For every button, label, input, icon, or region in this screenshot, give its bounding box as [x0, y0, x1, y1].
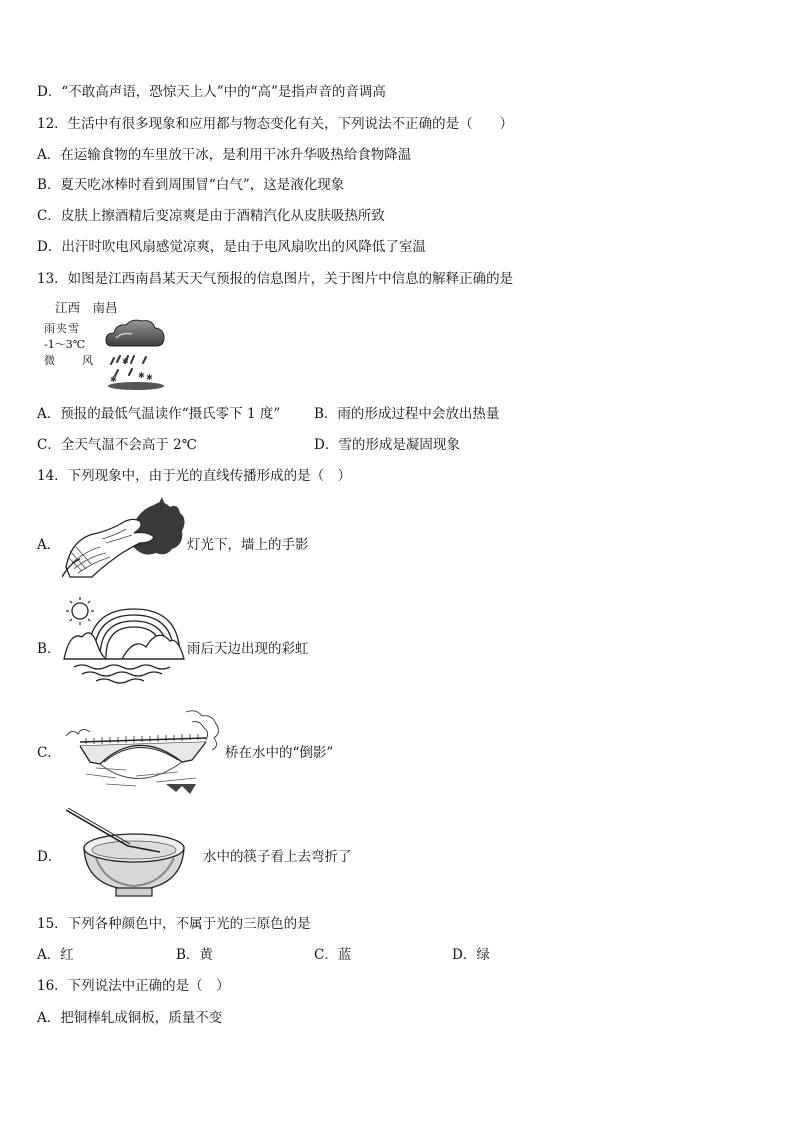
- weather-region: 江西 南昌: [55, 300, 118, 315]
- weather-forecast-figure: [40, 300, 175, 395]
- q12-option-b: B．夏天吃冰棒时看到周围冒“白气”，这是液化现象: [37, 177, 345, 193]
- q14-stem: 14．下列现象中，由于光的直线传播形成的是（ ）: [37, 468, 352, 484]
- svg-text:✱: ✱: [122, 357, 129, 366]
- q14-option-d-text: 水中的筷子看上去弯折了: [203, 849, 352, 865]
- q15-stem: 15．下列各种颜色中，不属于光的三原色的是: [37, 916, 311, 932]
- q14-option-a-label: A．: [37, 537, 61, 553]
- weather-temperature: -1～3℃: [44, 338, 86, 351]
- weather-wind-left: 微: [44, 354, 55, 367]
- hand-shadow-image: [62, 497, 186, 579]
- weather-condition: 雨夹雪: [44, 322, 80, 335]
- q13-option-b: B．雨的形成过程中会放出热量: [314, 406, 500, 422]
- q12-stem: 12．生活中有很多现象和应用都与物态变化有关，下列说法不正确的是（ ）: [37, 116, 514, 132]
- q15-option-b: B．黄: [176, 947, 213, 963]
- q11-option-d: D．“不敢高声语，恐惊天上人”中的“高”是指声音的音调高: [37, 84, 386, 100]
- q15-option-c: C．蓝: [314, 947, 352, 963]
- cloud-rain-snow-icon: [102, 316, 172, 392]
- q14-option-c-label: C．: [37, 745, 61, 761]
- svg-text:✱: ✱: [146, 373, 153, 382]
- q16-option-a: A．把铜棒轧成铜板，质量不变: [37, 1010, 223, 1026]
- q14-option-d-label: D．: [37, 849, 62, 865]
- rainbow-image: [62, 597, 186, 685]
- q12-option-c: C．皮肤上擦酒精后变凉爽是由于酒精汽化从皮肤吸热所致: [37, 208, 385, 224]
- q15-option-d: D．绿: [452, 947, 490, 963]
- q13-option-d: D．雪的形成是凝固现象: [314, 437, 460, 453]
- q13-stem: 13．如图是江西南昌某天天气预报的信息图片，关于图片中信息的解释正确的是: [37, 271, 514, 287]
- weather-wind-right: 风: [82, 354, 93, 367]
- q14-option-c-text: 桥在水中的“倒影”: [225, 745, 334, 761]
- q12-option-a: A．在运输食物的车里放干冰，是利用干冰升华吸热给食物降温: [37, 147, 412, 163]
- svg-text:✱: ✱: [110, 375, 117, 384]
- q14-option-b-text: 雨后天边出现的彩虹: [187, 641, 309, 657]
- q13-option-c: C．全天气温不会高于 2℃: [37, 437, 197, 453]
- chopsticks-bowl-image: [66, 808, 202, 898]
- bridge-reflection-image: [66, 706, 222, 796]
- q14-option-a-text: 灯光下，墙上的手影: [187, 537, 309, 553]
- q12-option-d: D．出汗时吹电风扇感觉凉爽，是由于电风扇吹出的风降低了室温: [37, 239, 426, 255]
- q14-option-b-label: B．: [37, 641, 61, 657]
- q13-option-a: A．预报的最低气温读作“摄氏零下 1 度”: [37, 406, 281, 422]
- q15-option-a: A．红: [37, 947, 74, 963]
- q16-stem: 16．下列说法中正确的是（ ）: [37, 978, 230, 994]
- svg-text:✱: ✱: [138, 371, 145, 380]
